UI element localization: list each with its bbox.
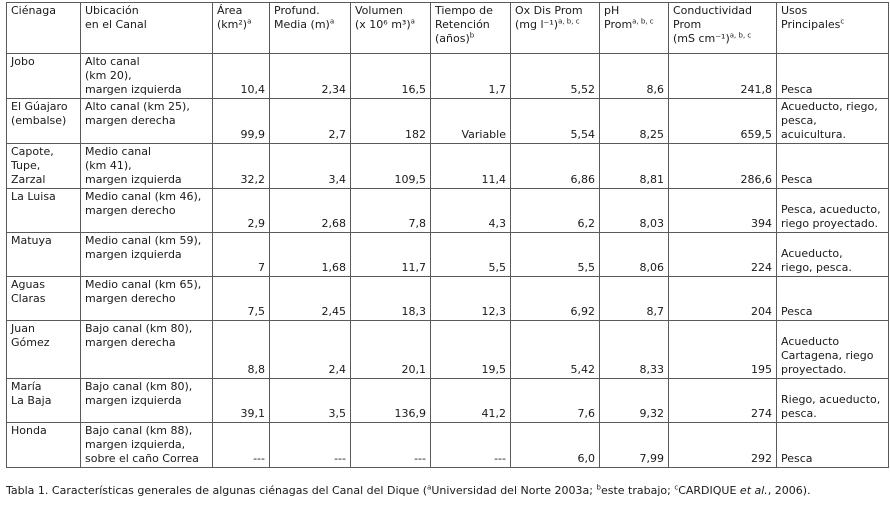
cell-location: Alto canal (km 20), margen izquierda	[81, 54, 213, 99]
header-footnote-mark: b	[469, 31, 475, 40]
cell-uses: Acueducto, riego, pesca.	[777, 233, 889, 277]
cell-oxygen: 6,92	[511, 277, 600, 321]
cell-area: 2,9	[213, 189, 270, 233]
cell-location: Medio canal (km 46), margen derecho	[81, 189, 213, 233]
cell-oxygen: 6,2	[511, 189, 600, 233]
cell-volume: 109,5	[351, 144, 431, 189]
cell-area: 7	[213, 233, 270, 277]
cell-ph: 7,99	[600, 423, 669, 468]
cell-retention: 4,3	[431, 189, 511, 233]
cell-ph: 8,33	[600, 321, 669, 379]
cell-uses: Acueducto Cartagena, riego proyectado.	[777, 321, 889, 379]
cell-conductivity: 195	[669, 321, 777, 379]
header-label: Profund. Media (m)	[274, 4, 330, 31]
cell-location: Medio canal (km 41), margen izquierda	[81, 144, 213, 189]
caption-italic: et al.	[739, 484, 768, 497]
table-row	[7, 321, 889, 379]
cell-name: María La Baja	[7, 379, 81, 423]
cell-conductivity: 224	[669, 233, 777, 277]
header-footnote-mark: c	[840, 17, 845, 26]
cell-depth: 1,68	[270, 233, 351, 277]
table-row	[7, 233, 889, 277]
cell-depth: 2,7	[270, 99, 351, 144]
table-row	[7, 54, 889, 99]
cell-retention: 11,4	[431, 144, 511, 189]
cell-location: Bajo canal (km 80), margen derecha	[81, 321, 213, 379]
header-footnote-mark: a	[329, 17, 335, 26]
cell-ph: 8,03	[600, 189, 669, 233]
header-footnote-mark: a, b, c	[632, 17, 654, 26]
cell-uses: Riego, acueducto, pesca.	[777, 379, 889, 423]
cell-depth: 2,68	[270, 189, 351, 233]
caption-sup-a: a	[427, 483, 432, 492]
cell-retention: 12,3	[431, 277, 511, 321]
caption-prefix: Tabla 1. Características generales de algunas ciénagas del Canal del Dique (	[6, 484, 428, 497]
cell-volume: 20,1	[351, 321, 431, 379]
cell-location: Bajo canal (km 80), margen izquierda	[81, 379, 213, 423]
header-footnote-mark: a, b, c	[729, 31, 752, 40]
cell-uses: Pesca	[777, 423, 889, 468]
cell-name: Matuya	[7, 233, 81, 277]
cell-depth: 2,4	[270, 321, 351, 379]
cell-oxygen: 5,54	[511, 99, 600, 144]
header-label: Conductividad Prom (mS cm⁻¹)	[673, 4, 753, 45]
cell-name: Jobo	[7, 54, 81, 99]
header-footnote-mark: a	[247, 17, 252, 26]
cell-depth: 3,5	[270, 379, 351, 423]
cell-uses: Pesca	[777, 54, 889, 99]
cell-depth: 2,34	[270, 54, 351, 99]
table-body	[7, 54, 889, 468]
cell-retention: 5,5	[431, 233, 511, 277]
table-row	[7, 277, 889, 321]
cell-area: 8,8	[213, 321, 270, 379]
cell-uses: Pesca	[777, 144, 889, 189]
cell-name: Aguas Claras	[7, 277, 81, 321]
cell-depth: 3,4	[270, 144, 351, 189]
header-retencion	[431, 3, 511, 54]
cell-oxygen: 5,42	[511, 321, 600, 379]
cell-retention: 1,7	[431, 54, 511, 99]
header-area	[213, 3, 270, 54]
table-caption	[6, 484, 811, 498]
header-label: Tiempo de Retención (años)	[435, 4, 493, 45]
cell-name: Capote, Tupe, Zarzal	[7, 144, 81, 189]
table-row	[7, 379, 889, 423]
cell-conductivity: 241,8	[669, 54, 777, 99]
cell-name: La Luisa	[7, 189, 81, 233]
cell-conductivity: 292	[669, 423, 777, 468]
header-profundidad	[270, 3, 351, 54]
cell-retention: 41,2	[431, 379, 511, 423]
table-row	[7, 144, 889, 189]
cell-location: Medio canal (km 65), margen derecho	[81, 277, 213, 321]
cell-conductivity: 286,6	[669, 144, 777, 189]
cell-uses: Pesca, acueducto, riego proyectado.	[777, 189, 889, 233]
caption-part-a: Universidad del Norte 2003a;	[431, 484, 597, 497]
cell-ph: 8,25	[600, 99, 669, 144]
header-cienaga	[7, 3, 81, 54]
cell-volume: 136,9	[351, 379, 431, 423]
header-ph	[600, 3, 669, 54]
cell-volume: ---	[351, 423, 431, 468]
header-footnote-mark: a	[410, 17, 415, 26]
cell-ph: 8,6	[600, 54, 669, 99]
table-row	[7, 189, 889, 233]
cell-conductivity: 659,5	[669, 99, 777, 144]
cell-conductivity: 394	[669, 189, 777, 233]
header-oxigeno	[511, 3, 600, 54]
cell-retention: ---	[431, 423, 511, 468]
cell-name: Honda	[7, 423, 81, 468]
cell-uses: Pesca	[777, 277, 889, 321]
cell-area: 10,4	[213, 54, 270, 99]
cell-area: 7,5	[213, 277, 270, 321]
cell-uses: Acueducto, riego, pesca, acuicultura.	[777, 99, 889, 144]
cell-depth: 2,45	[270, 277, 351, 321]
cell-ph: 9,32	[600, 379, 669, 423]
cell-oxygen: 5,5	[511, 233, 600, 277]
header-footnote-mark: a, b, c	[558, 17, 580, 26]
header-label: Área (km²)	[217, 4, 248, 31]
header-usos	[777, 3, 889, 54]
caption-sup-c: c	[674, 483, 679, 492]
cell-location: Medio canal (km 59), margen izquierda	[81, 233, 213, 277]
caption-part-b: este trabajo;	[600, 484, 675, 497]
cell-name: Juan Gómez	[7, 321, 81, 379]
cell-conductivity: 204	[669, 277, 777, 321]
header-row	[7, 3, 889, 54]
cell-depth: ---	[270, 423, 351, 468]
cell-retention: 19,5	[431, 321, 511, 379]
cell-ph: 8,7	[600, 277, 669, 321]
cell-area: 39,1	[213, 379, 270, 423]
cell-area: 32,2	[213, 144, 270, 189]
table-row	[7, 99, 889, 144]
header-label: Ciénaga	[11, 4, 56, 17]
cell-area: ---	[213, 423, 270, 468]
cell-location: Bajo canal (km 88), margen izquierda, sobre el caño Correa	[81, 423, 213, 468]
cell-volume: 182	[351, 99, 431, 144]
header-ubicacion	[81, 3, 213, 54]
header-label: Volumen (x 10⁶ m³)	[355, 4, 411, 31]
cell-location: Alto canal (km 25), margen derecha	[81, 99, 213, 144]
caption-part-c: CARDIQUE	[678, 484, 740, 497]
header-label: Usos Principales	[781, 4, 841, 31]
cell-volume: 18,3	[351, 277, 431, 321]
cell-area: 99,9	[213, 99, 270, 144]
header-label: pH Prom	[604, 4, 633, 31]
cell-oxygen: 5,52	[511, 54, 600, 99]
table-header	[7, 3, 889, 54]
lagoons-table	[6, 2, 889, 468]
caption-sup-b: b	[596, 483, 601, 492]
cell-name: El Gúajaro (embalse)	[7, 99, 81, 144]
cell-oxygen: 6,86	[511, 144, 600, 189]
cell-volume: 7,8	[351, 189, 431, 233]
cell-oxygen: 7,6	[511, 379, 600, 423]
header-conductividad	[669, 3, 777, 54]
header-label: Ubicación en el Canal	[85, 4, 147, 31]
cell-retention: Variable	[431, 99, 511, 144]
caption-suffix: , 2006).	[767, 484, 811, 497]
cell-ph: 8,81	[600, 144, 669, 189]
header-volumen	[351, 3, 431, 54]
table-row	[7, 423, 889, 468]
cell-volume: 16,5	[351, 54, 431, 99]
cell-conductivity: 274	[669, 379, 777, 423]
cell-oxygen: 6,0	[511, 423, 600, 468]
cell-ph: 8,06	[600, 233, 669, 277]
cell-volume: 11,7	[351, 233, 431, 277]
header-label: Ox Dis Prom (mg l⁻¹)	[515, 4, 583, 31]
